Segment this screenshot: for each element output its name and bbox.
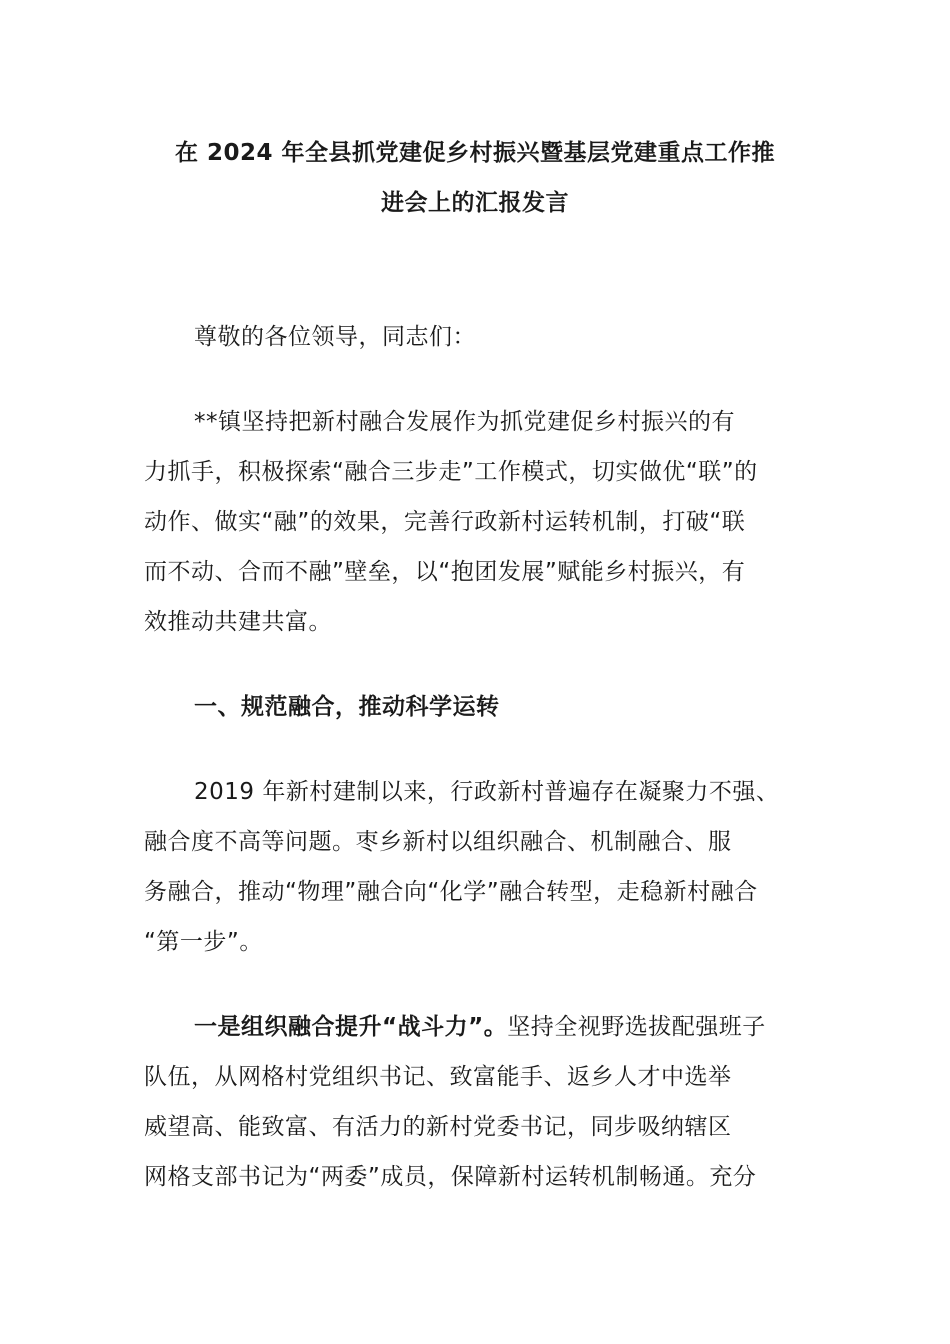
paragraph-line: 2019 年新村建制以来，行政新村普遍存在凝聚力不强、 (194, 779, 780, 805)
point-lead-rest: 坚持全视野选拔配强班子 (507, 1014, 766, 1040)
paragraph-line: 务融合，推动“物理”融合向“化学”融合转型，走稳新村融合 (144, 879, 758, 905)
point-lead: 一是组织融合提升“战斗力”。 (194, 1014, 508, 1040)
paragraph-line: 效推动共建共富。 (144, 609, 332, 635)
paragraph-line: 队伍，从网格村党组织书记、致富能手、返乡人才中选举 (144, 1064, 732, 1090)
paragraph-line (144, 1002, 824, 1052)
section-heading (144, 682, 824, 732)
paragraph-line: “第一步”。 (144, 929, 263, 955)
paragraph-line: **镇坚持把新村融合发展作为抓党建促乡村振兴的有 (194, 409, 735, 435)
paragraph-line: 融合度不高等问题。枣乡新村以组织融合、机制融合、服 (144, 829, 732, 855)
paragraph-line: 力抓手，积极探索“融合三步走”工作模式，切实做优“联”的 (144, 459, 758, 485)
title-line-2: 进会上的汇报发言 (381, 190, 569, 216)
title-line-1: 在 2024 年全县抓党建促乡村振兴暨基层党建重点工作推 (174, 140, 776, 166)
greeting-line: 尊敬的各位领导，同志们： (194, 324, 476, 350)
point-paragraph (144, 1002, 824, 1202)
section-heading-text: 一、规范融合，推动科学运转 (194, 694, 500, 720)
paragraph-line: 动作、做实“融”的效果，完善行政新村运转机制，打破“联 (144, 509, 746, 535)
paragraph-line: 威望高、能致富、有活力的新村党委书记，同步吸纳辖区 (144, 1114, 732, 1140)
greeting (144, 312, 824, 362)
paragraph-line: 网格支部书记为“两委”成员，保障新村运转机制畅通。充分 (144, 1164, 757, 1190)
document-title (120, 128, 830, 228)
section-paragraph (144, 767, 824, 967)
intro-paragraph (144, 397, 824, 647)
paragraph-line: 而不动、合而不融”壁垒，以“抱团发展”赋能乡村振兴，有 (144, 559, 746, 585)
